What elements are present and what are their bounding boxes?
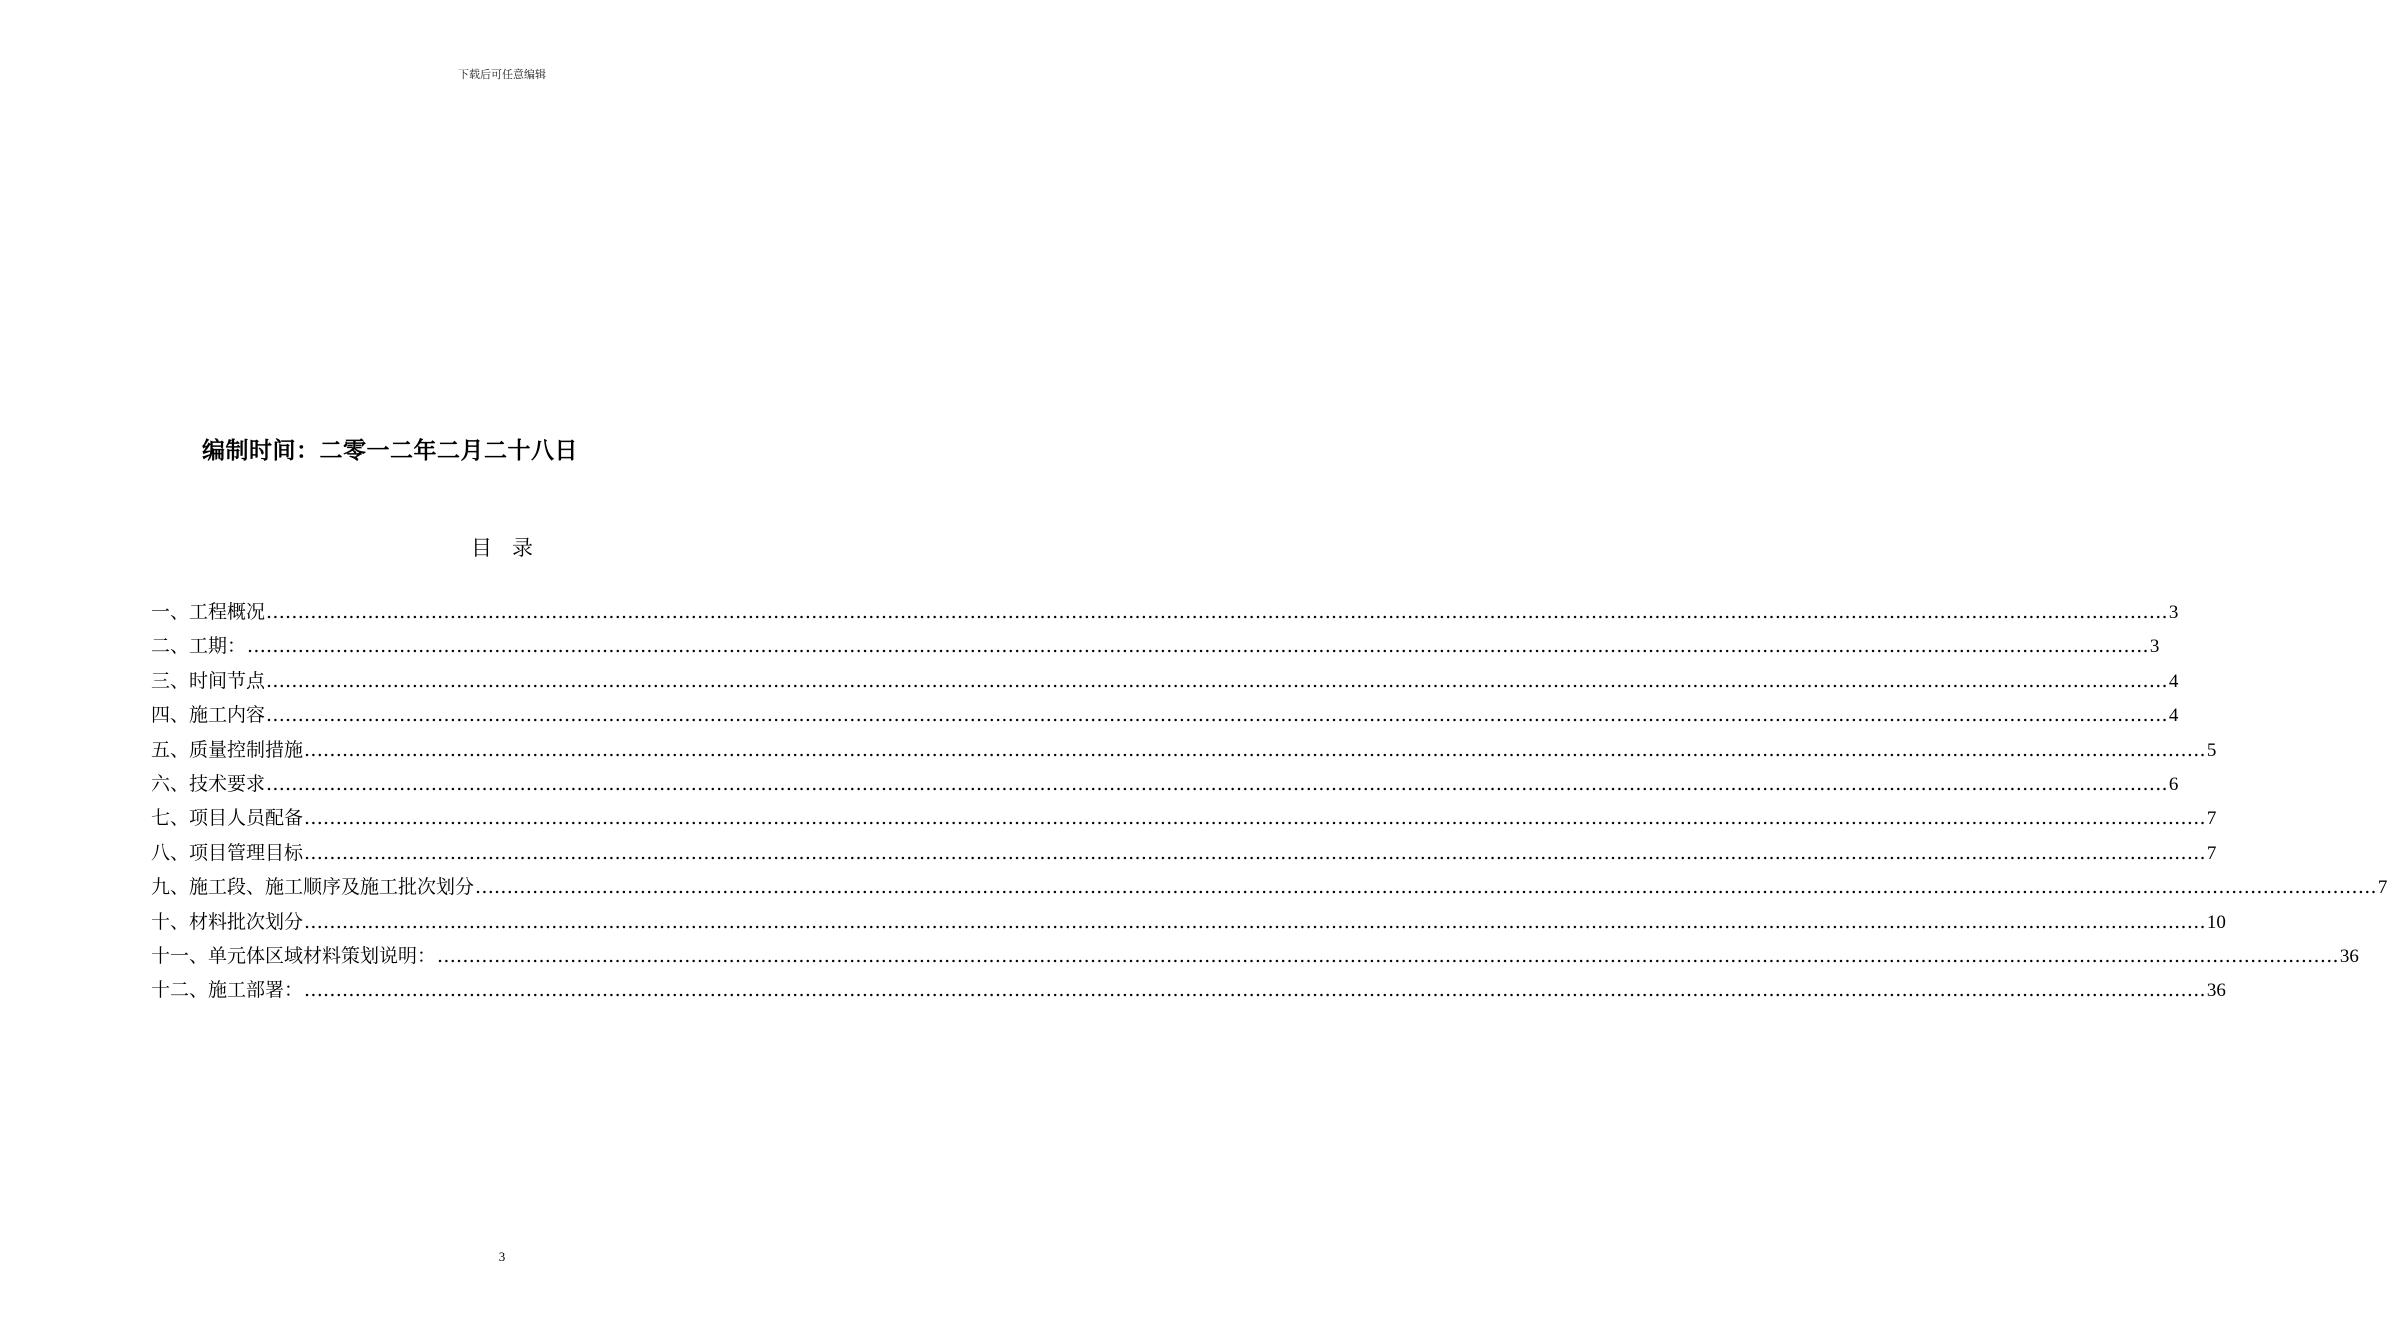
toc-entry[interactable] [151, 735, 2217, 769]
toc-entry-page: 3 [2168, 602, 2179, 623]
toc-entry-label: 三、时间节点 [151, 669, 266, 692]
toc-entry-page: 7 [2206, 842, 2217, 864]
toc-title [0, 532, 1004, 562]
toc-entry-label: 一、工程概况 [151, 601, 266, 623]
toc-leader: ............................................................................................................................................................................................................................................................................................................ [304, 979, 2206, 1002]
toc-entry-page: 36 [2206, 980, 2226, 1002]
toc-leader: ............................................................................................................................................................................................................................................................................................................ [304, 841, 2206, 864]
toc-entry[interactable] [151, 597, 2179, 631]
toc-entry[interactable] [151, 803, 2217, 837]
toc-entry-page: 7 [2377, 877, 2387, 899]
toc-entry-page: 4 [2168, 670, 2179, 692]
toc-entry-label: 十、材料批次划分 [151, 910, 304, 933]
toc-leader: ............................................................................................................................................................................................................................................................................................................ [437, 944, 2339, 967]
page-number: 3 [498, 1249, 506, 1264]
toc-leader: ............................................................................................................................................................................................................................................................................................................ [304, 910, 2206, 933]
table-of-contents [151, 597, 2387, 1010]
toc-entry-page: 6 [2168, 773, 2179, 795]
toc-entry-page: 5 [2206, 739, 2217, 761]
toc-leader: ............................................................................................................................................................................................................................................................................................................ [304, 738, 2206, 761]
toc-entry[interactable] [151, 941, 2359, 975]
toc-leader: ............................................................................................................................................................................................................................................................................................................ [247, 635, 2149, 658]
toc-title-right: 录 [512, 536, 533, 560]
toc-entry-label: 八、项目管理目标 [151, 841, 304, 864]
toc-leader: ............................................................................................................................................................................................................................................................................................................ [304, 807, 2206, 830]
toc-entry-label: 四、施工内容 [151, 704, 266, 727]
toc-entry[interactable] [151, 666, 2179, 700]
toc-leader: ............................................................................................................................................................................................................................................................................................................ [266, 704, 2168, 727]
toc-entry-label: 七、项目人员配备 [151, 807, 304, 830]
toc-entry-label: 六、技术要求 [151, 772, 266, 795]
toc-leader: ............................................................................................................................................................................................................................................................................................................ [266, 601, 2168, 623]
header-note: 下载后可任意编辑 [458, 68, 546, 81]
toc-title-left: 目 [471, 536, 492, 560]
toc-entry[interactable] [151, 838, 2217, 872]
toc-leader: ............................................................................................................................................................................................................................................................................................................ [475, 876, 2377, 899]
toc-entry[interactable] [151, 975, 2226, 1009]
toc-entry-page: 36 [2339, 945, 2359, 967]
toc-leader: ............................................................................................................................................................................................................................................................................................................ [266, 669, 2168, 692]
toc-entry-page: 7 [2206, 808, 2217, 830]
compile-date: 编制时间：二零一二年二月二十八日 [202, 438, 578, 464]
toc-entry[interactable] [151, 700, 2179, 734]
toc-entry[interactable] [151, 907, 2226, 941]
toc-entry-page: 4 [2168, 705, 2179, 727]
toc-entry-label: 十一、单元体区域材料策划说明： [151, 944, 437, 967]
toc-entry-label: 五、质量控制措施 [151, 738, 304, 761]
toc-entry-label: 十二、施工部署： [151, 979, 304, 1002]
toc-entry[interactable] [151, 769, 2179, 803]
toc-entry-label: 九、施工段、施工顺序及施工批次划分 [151, 876, 475, 899]
toc-leader: ............................................................................................................................................................................................................................................................................................................ [266, 772, 2168, 795]
toc-entry-page: 3 [2149, 636, 2160, 658]
toc-entry[interactable] [151, 631, 2160, 665]
toc-entry-label: 二、工期： [151, 635, 247, 658]
toc-entry-page: 10 [2206, 911, 2226, 933]
toc-entry[interactable] [151, 872, 2387, 906]
